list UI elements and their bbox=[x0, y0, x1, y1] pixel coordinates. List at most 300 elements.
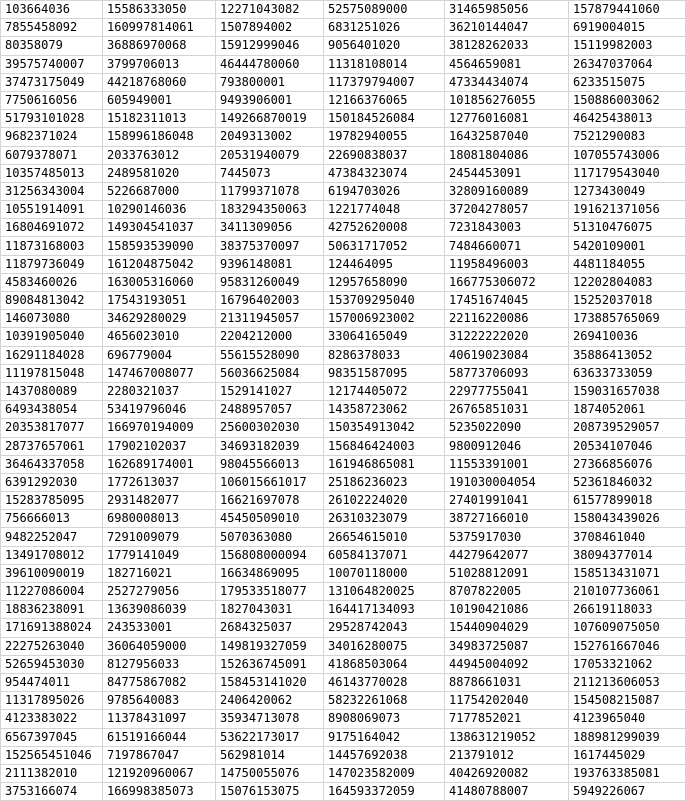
table-cell[interactable]: 5235022090 bbox=[445, 419, 569, 437]
table-cell[interactable]: 9482252047 bbox=[1, 528, 103, 546]
table-cell[interactable]: 20534107046 bbox=[569, 437, 685, 455]
table-cell[interactable]: 13491708012 bbox=[1, 546, 103, 564]
table-cell[interactable]: 166775306072 bbox=[445, 273, 569, 291]
table-row bbox=[1, 473, 685, 491]
table-cell[interactable]: 47334434074 bbox=[445, 73, 569, 91]
table-cell[interactable]: 14358723062 bbox=[324, 401, 445, 419]
table-cell[interactable]: 2454453091 bbox=[445, 164, 569, 182]
table-cell[interactable]: 18081804086 bbox=[445, 146, 569, 164]
table-cell[interactable]: 146073080 bbox=[1, 310, 103, 328]
table-cell[interactable]: 193763385081 bbox=[569, 764, 685, 782]
table-cell[interactable]: 161204875042 bbox=[103, 255, 216, 273]
table-cell[interactable]: 60584137071 bbox=[324, 546, 445, 564]
table-cell[interactable]: 6980008013 bbox=[103, 510, 216, 528]
table-cell[interactable]: 158593539090 bbox=[103, 237, 216, 255]
table-cell[interactable]: 152761667046 bbox=[569, 637, 685, 655]
table-cell[interactable]: 6079378071 bbox=[1, 146, 103, 164]
table-cell[interactable]: 103664036 bbox=[1, 1, 103, 19]
table-cell[interactable]: 6567397045 bbox=[1, 728, 103, 746]
table-cell[interactable]: 17451674045 bbox=[445, 292, 569, 310]
table-cell[interactable]: 2527279056 bbox=[103, 583, 216, 601]
table-row bbox=[1, 128, 685, 146]
table-cell[interactable]: 161946865081 bbox=[324, 455, 445, 473]
table-cell[interactable]: 6194703026 bbox=[324, 182, 445, 200]
table-cell[interactable]: 10391905040 bbox=[1, 328, 103, 346]
table-cell[interactable]: 208739529057 bbox=[569, 419, 685, 437]
table-cell[interactable]: 154508215087 bbox=[569, 692, 685, 710]
table-cell[interactable]: 210107736061 bbox=[569, 583, 685, 601]
table-cell[interactable]: 2406420062 bbox=[216, 692, 324, 710]
table-cell[interactable]: 10070118000 bbox=[324, 564, 445, 582]
table-cell[interactable]: 8878661031 bbox=[445, 673, 569, 691]
table-cell[interactable]: 4123383022 bbox=[1, 710, 103, 728]
table-row bbox=[1, 346, 685, 364]
table-cell[interactable]: 954474011 bbox=[1, 673, 103, 691]
table-cell[interactable]: 14457692038 bbox=[324, 746, 445, 764]
table-cell[interactable]: 38375370097 bbox=[216, 237, 324, 255]
table-cell[interactable]: 13639086039 bbox=[103, 601, 216, 619]
table-cell[interactable]: 213791012 bbox=[445, 746, 569, 764]
table-cell[interactable]: 2488957057 bbox=[216, 401, 324, 419]
table-cell[interactable]: 5949226067 bbox=[569, 783, 685, 801]
table-row bbox=[1, 364, 685, 382]
table-cell[interactable]: 7484660071 bbox=[445, 237, 569, 255]
table-cell[interactable]: 37473175049 bbox=[1, 73, 103, 91]
table-row bbox=[1, 710, 685, 728]
table-cell[interactable]: 39610090019 bbox=[1, 564, 103, 582]
table-cell[interactable]: 45450509010 bbox=[216, 510, 324, 528]
table-cell[interactable]: 9175164042 bbox=[324, 728, 445, 746]
table-cell[interactable]: 19782940055 bbox=[324, 128, 445, 146]
table-row bbox=[1, 492, 685, 510]
table-cell[interactable]: 15252037018 bbox=[569, 292, 685, 310]
table-cell[interactable]: 4481184055 bbox=[569, 255, 685, 273]
table-cell[interactable]: 36464337058 bbox=[1, 455, 103, 473]
table-cell[interactable]: 9800912046 bbox=[445, 437, 569, 455]
table-cell[interactable]: 158453141020 bbox=[216, 673, 324, 691]
table-cell[interactable]: 95831260049 bbox=[216, 273, 324, 291]
table-row bbox=[1, 182, 685, 200]
table-cell[interactable]: 5375917030 bbox=[445, 528, 569, 546]
table-cell[interactable]: 98045566013 bbox=[216, 455, 324, 473]
table-cell[interactable]: 2280321037 bbox=[103, 382, 216, 400]
table-cell[interactable]: 15182311013 bbox=[103, 110, 216, 128]
table-cell[interactable]: 51310476075 bbox=[569, 219, 685, 237]
table-cell[interactable]: 1772613037 bbox=[103, 473, 216, 491]
table-cell[interactable]: 9682371024 bbox=[1, 128, 103, 146]
table-cell[interactable]: 53419796046 bbox=[103, 401, 216, 419]
table-cell[interactable]: 121920960067 bbox=[103, 764, 216, 782]
table-cell[interactable]: 2931482077 bbox=[103, 492, 216, 510]
table-cell[interactable]: 44279642077 bbox=[445, 546, 569, 564]
table-cell[interactable]: 53622173017 bbox=[216, 728, 324, 746]
table-row bbox=[1, 237, 685, 255]
table-cell[interactable]: 7855458092 bbox=[1, 19, 103, 37]
table-cell[interactable]: 117379794007 bbox=[324, 73, 445, 91]
table-cell[interactable]: 756666013 bbox=[1, 510, 103, 528]
table-cell[interactable]: 16621697078 bbox=[216, 492, 324, 510]
table-cell[interactable]: 52575089000 bbox=[324, 1, 445, 19]
table-cell[interactable]: 107609075050 bbox=[569, 619, 685, 637]
table-cell[interactable]: 17543193051 bbox=[103, 292, 216, 310]
table-cell[interactable]: 7197867047 bbox=[103, 746, 216, 764]
table-cell[interactable]: 22977755041 bbox=[445, 382, 569, 400]
table-cell[interactable]: 20531940079 bbox=[216, 146, 324, 164]
table-row bbox=[1, 564, 685, 582]
table-cell[interactable]: 793800001 bbox=[216, 73, 324, 91]
table-cell[interactable]: 5420109001 bbox=[569, 237, 685, 255]
table-cell[interactable]: 117179543040 bbox=[569, 164, 685, 182]
table-cell[interactable]: 12174405072 bbox=[324, 382, 445, 400]
table-cell[interactable]: 166998385073 bbox=[103, 783, 216, 801]
table-cell[interactable]: 56036625084 bbox=[216, 364, 324, 382]
table-cell[interactable]: 38094377014 bbox=[569, 546, 685, 564]
table-cell[interactable]: 3799706013 bbox=[103, 55, 216, 73]
table-cell[interactable]: 32809160089 bbox=[445, 182, 569, 200]
table-row bbox=[1, 110, 685, 128]
table-cell[interactable]: 28737657061 bbox=[1, 437, 103, 455]
table-cell[interactable]: 12957658090 bbox=[324, 273, 445, 291]
table-cell[interactable]: 11227086004 bbox=[1, 583, 103, 601]
table-cell[interactable]: 2111382010 bbox=[1, 764, 103, 782]
table-cell[interactable]: 26347037064 bbox=[569, 55, 685, 73]
table-cell[interactable]: 38727166010 bbox=[445, 510, 569, 528]
table-cell[interactable]: 31256343004 bbox=[1, 182, 103, 200]
table-cell[interactable]: 35934713078 bbox=[216, 710, 324, 728]
table-cell[interactable]: 17902102037 bbox=[103, 437, 216, 455]
table-cell[interactable]: 34693182039 bbox=[216, 437, 324, 455]
table-cell[interactable]: 52361846032 bbox=[569, 473, 685, 491]
table-cell[interactable]: 34629280029 bbox=[103, 310, 216, 328]
table-row bbox=[1, 310, 685, 328]
table-cell[interactable]: 5070363080 bbox=[216, 528, 324, 546]
table-cell[interactable]: 2204212000 bbox=[216, 328, 324, 346]
table-cell[interactable]: 7177852021 bbox=[445, 710, 569, 728]
table-cell[interactable]: 15586333050 bbox=[103, 1, 216, 19]
table-cell[interactable]: 9396148081 bbox=[216, 255, 324, 273]
table-cell[interactable]: 41480788007 bbox=[445, 783, 569, 801]
table-cell[interactable]: 26654615010 bbox=[324, 528, 445, 546]
table-cell[interactable]: 1273430049 bbox=[569, 182, 685, 200]
table-cell[interactable]: 1874052061 bbox=[569, 401, 685, 419]
table-cell[interactable]: 61577899018 bbox=[569, 492, 685, 510]
table-cell[interactable]: 15119982003 bbox=[569, 37, 685, 55]
table-cell[interactable]: 12202804083 bbox=[569, 273, 685, 291]
table-cell[interactable]: 11879736049 bbox=[1, 255, 103, 273]
table-cell[interactable]: 35886413052 bbox=[569, 346, 685, 364]
table-cell[interactable]: 188981299039 bbox=[569, 728, 685, 746]
table-cell[interactable]: 40426920082 bbox=[445, 764, 569, 782]
table-cell[interactable]: 37204278057 bbox=[445, 201, 569, 219]
table-cell[interactable]: 153709295040 bbox=[324, 292, 445, 310]
table-cell[interactable]: 183294350063 bbox=[216, 201, 324, 219]
table-cell[interactable]: 101856276055 bbox=[445, 91, 569, 109]
table-cell[interactable]: 20353817077 bbox=[1, 419, 103, 437]
table-cell[interactable]: 58232261068 bbox=[324, 692, 445, 710]
table-cell[interactable]: 44945004092 bbox=[445, 655, 569, 673]
table-cell[interactable]: 16432587040 bbox=[445, 128, 569, 146]
table-cell[interactable]: 156808000094 bbox=[216, 546, 324, 564]
table-cell[interactable]: 7291009079 bbox=[103, 528, 216, 546]
table-cell[interactable]: 152636745091 bbox=[216, 655, 324, 673]
table-cell[interactable]: 11754202040 bbox=[445, 692, 569, 710]
table-cell[interactable]: 171691388024 bbox=[1, 619, 103, 637]
table-cell[interactable]: 42752620008 bbox=[324, 219, 445, 237]
table-row bbox=[1, 601, 685, 619]
table-cell[interactable]: 11553391001 bbox=[445, 455, 569, 473]
table-cell[interactable]: 6391292030 bbox=[1, 473, 103, 491]
table-cell[interactable]: 1221774048 bbox=[324, 201, 445, 219]
table-cell[interactable]: 36064059000 bbox=[103, 637, 216, 655]
table-cell[interactable]: 107055743006 bbox=[569, 146, 685, 164]
table-cell[interactable]: 9493906001 bbox=[216, 91, 324, 109]
table-cell[interactable]: 11873168003 bbox=[1, 237, 103, 255]
table-row bbox=[1, 673, 685, 691]
table-cell[interactable]: 1827043031 bbox=[216, 601, 324, 619]
table-cell[interactable]: 149819327059 bbox=[216, 637, 324, 655]
table-cell[interactable]: 6919004015 bbox=[569, 19, 685, 37]
table-cell[interactable]: 61519166044 bbox=[103, 728, 216, 746]
table-cell[interactable]: 158996186048 bbox=[103, 128, 216, 146]
table-cell[interactable]: 10357485013 bbox=[1, 164, 103, 182]
table-cell[interactable]: 11317895026 bbox=[1, 692, 103, 710]
table-cell[interactable]: 46425438013 bbox=[569, 110, 685, 128]
table-cell[interactable]: 2033763012 bbox=[103, 146, 216, 164]
table-cell[interactable]: 158513431071 bbox=[569, 564, 685, 582]
table-cell[interactable]: 158043439026 bbox=[569, 510, 685, 528]
table-cell[interactable]: 166970194009 bbox=[103, 419, 216, 437]
table-cell[interactable]: 22275263040 bbox=[1, 637, 103, 655]
table-cell[interactable]: 17053321062 bbox=[569, 655, 685, 673]
table-cell[interactable]: 8286378033 bbox=[324, 346, 445, 364]
table-cell[interactable]: 41868503064 bbox=[324, 655, 445, 673]
table-cell[interactable]: 11318108014 bbox=[324, 55, 445, 73]
table-cell[interactable]: 8707822005 bbox=[445, 583, 569, 601]
table-cell[interactable]: 1779141049 bbox=[103, 546, 216, 564]
table-cell[interactable]: 89084813042 bbox=[1, 292, 103, 310]
table-cell[interactable]: 3411309056 bbox=[216, 219, 324, 237]
table-cell[interactable]: 25600302030 bbox=[216, 419, 324, 437]
table-cell[interactable]: 191621371056 bbox=[569, 201, 685, 219]
table-cell[interactable]: 6493438054 bbox=[1, 401, 103, 419]
table-cell[interactable]: 1507894002 bbox=[216, 19, 324, 37]
table-cell[interactable]: 27401991041 bbox=[445, 492, 569, 510]
table-cell[interactable]: 163005316060 bbox=[103, 273, 216, 291]
table-cell[interactable]: 58773706093 bbox=[445, 364, 569, 382]
table-cell[interactable]: 11799371078 bbox=[216, 182, 324, 200]
table-cell[interactable]: 6233515075 bbox=[569, 73, 685, 91]
table-cell[interactable]: 179533518077 bbox=[216, 583, 324, 601]
table-cell[interactable]: 31465985056 bbox=[445, 1, 569, 19]
table-cell[interactable]: 31222222020 bbox=[445, 328, 569, 346]
table-row bbox=[1, 746, 685, 764]
table-cell[interactable]: 605949001 bbox=[103, 91, 216, 109]
table-cell[interactable]: 159031657038 bbox=[569, 382, 685, 400]
table-cell[interactable]: 124464095 bbox=[324, 255, 445, 273]
table-cell[interactable]: 84775867082 bbox=[103, 673, 216, 691]
table-cell[interactable]: 15076153075 bbox=[216, 783, 324, 801]
table-cell[interactable]: 16291184028 bbox=[1, 346, 103, 364]
table-cell[interactable]: 162689174001 bbox=[103, 455, 216, 473]
table-row bbox=[1, 37, 685, 55]
table-cell[interactable]: 7231843003 bbox=[445, 219, 569, 237]
table-cell[interactable]: 8908069073 bbox=[324, 710, 445, 728]
table-cell[interactable]: 55615528090 bbox=[216, 346, 324, 364]
table-cell[interactable]: 18836238091 bbox=[1, 601, 103, 619]
table-cell[interactable]: 2489581020 bbox=[103, 164, 216, 182]
table-cell[interactable]: 150184526084 bbox=[324, 110, 445, 128]
table-row bbox=[1, 19, 685, 37]
table-row bbox=[1, 328, 685, 346]
table-cell[interactable]: 47384323074 bbox=[324, 164, 445, 182]
table-cell[interactable]: 152565451046 bbox=[1, 746, 103, 764]
table-cell[interactable]: 11197815048 bbox=[1, 364, 103, 382]
table-row bbox=[1, 164, 685, 182]
table-cell[interactable]: 26765851031 bbox=[445, 401, 569, 419]
table-row bbox=[1, 728, 685, 746]
table-cell[interactable]: 164417134093 bbox=[324, 601, 445, 619]
table-cell[interactable]: 269410036 bbox=[569, 328, 685, 346]
table-cell[interactable]: 63633733059 bbox=[569, 364, 685, 382]
table-row bbox=[1, 55, 685, 73]
table-cell[interactable]: 33064165049 bbox=[324, 328, 445, 346]
table-cell[interactable]: 164593372059 bbox=[324, 783, 445, 801]
table-cell[interactable]: 80358079 bbox=[1, 37, 103, 55]
table-row bbox=[1, 273, 685, 291]
table-cell[interactable]: 34016280075 bbox=[324, 637, 445, 655]
table-cell[interactable]: 157879441060 bbox=[569, 1, 685, 19]
table-cell[interactable]: 26102224020 bbox=[324, 492, 445, 510]
table-cell[interactable]: 15283785095 bbox=[1, 492, 103, 510]
table-cell[interactable]: 10290146036 bbox=[103, 201, 216, 219]
table-cell[interactable]: 26310323079 bbox=[324, 510, 445, 528]
table-cell[interactable]: 9785640083 bbox=[103, 692, 216, 710]
table-cell[interactable]: 11958496003 bbox=[445, 255, 569, 273]
table-cell[interactable]: 11378431097 bbox=[103, 710, 216, 728]
table-cell[interactable]: 12271043082 bbox=[216, 1, 324, 19]
table-cell[interactable]: 149266870019 bbox=[216, 110, 324, 128]
table-cell[interactable]: 156846424003 bbox=[324, 437, 445, 455]
table-row bbox=[1, 419, 685, 437]
table-cell[interactable]: 149304541037 bbox=[103, 219, 216, 237]
table-cell[interactable]: 98351587095 bbox=[324, 364, 445, 382]
table-cell[interactable]: 157006923002 bbox=[324, 310, 445, 328]
table-row bbox=[1, 437, 685, 455]
table-cell[interactable]: 150886003062 bbox=[569, 91, 685, 109]
table-row bbox=[1, 146, 685, 164]
table-row bbox=[1, 91, 685, 109]
table-cell[interactable]: 22690838037 bbox=[324, 146, 445, 164]
table-cell[interactable]: 16796402003 bbox=[216, 292, 324, 310]
table-cell[interactable]: 147023582009 bbox=[324, 764, 445, 782]
table-cell[interactable]: 3708461040 bbox=[569, 528, 685, 546]
table-cell[interactable]: 15440904029 bbox=[445, 619, 569, 637]
table-cell[interactable]: 3753166074 bbox=[1, 783, 103, 801]
table-cell[interactable]: 138631219052 bbox=[445, 728, 569, 746]
table-cell[interactable]: 46143770028 bbox=[324, 673, 445, 691]
table-cell[interactable]: 39575740007 bbox=[1, 55, 103, 73]
table-row bbox=[1, 692, 685, 710]
table-cell[interactable]: 10190421086 bbox=[445, 601, 569, 619]
table-row bbox=[1, 401, 685, 419]
table-cell[interactable]: 1437080089 bbox=[1, 382, 103, 400]
table-cell[interactable]: 52659453030 bbox=[1, 655, 103, 673]
table-cell[interactable]: 160997814061 bbox=[103, 19, 216, 37]
table-cell[interactable]: 21311945057 bbox=[216, 310, 324, 328]
table-cell[interactable]: 27366856076 bbox=[569, 455, 685, 473]
table-cell[interactable]: 1617445029 bbox=[569, 746, 685, 764]
table-cell[interactable]: 4123965040 bbox=[569, 710, 685, 728]
table-row bbox=[1, 546, 685, 564]
table-cell[interactable]: 15912999046 bbox=[216, 37, 324, 55]
table-cell[interactable]: 182716021 bbox=[103, 564, 216, 582]
table-cell[interactable]: 191030004054 bbox=[445, 473, 569, 491]
table-cell[interactable]: 14750055076 bbox=[216, 764, 324, 782]
table-row bbox=[1, 528, 685, 546]
table-cell[interactable]: 16634869095 bbox=[216, 564, 324, 582]
table-row bbox=[1, 455, 685, 473]
table-cell[interactable]: 51793101028 bbox=[1, 110, 103, 128]
table-cell[interactable]: 8127956033 bbox=[103, 655, 216, 673]
table-cell[interactable]: 7445073 bbox=[216, 164, 324, 182]
table-cell[interactable]: 6831251026 bbox=[324, 19, 445, 37]
table-cell[interactable]: 7521290083 bbox=[569, 128, 685, 146]
table-row bbox=[1, 655, 685, 673]
table-cell[interactable]: 25186236023 bbox=[324, 473, 445, 491]
table-cell[interactable]: 4656023010 bbox=[103, 328, 216, 346]
table-row bbox=[1, 73, 685, 91]
table-row bbox=[1, 219, 685, 237]
table-cell[interactable]: 46444780060 bbox=[216, 55, 324, 73]
table-cell[interactable]: 5226687000 bbox=[103, 182, 216, 200]
table-cell[interactable]: 243533001 bbox=[103, 619, 216, 637]
table-cell[interactable]: 10551914091 bbox=[1, 201, 103, 219]
table-row bbox=[1, 764, 685, 782]
table-cell[interactable]: 34983725087 bbox=[445, 637, 569, 655]
table-cell[interactable]: 150354913042 bbox=[324, 419, 445, 437]
table-cell[interactable]: 50631717052 bbox=[324, 237, 445, 255]
table-cell[interactable]: 51028812091 bbox=[445, 564, 569, 582]
table-cell[interactable]: 173885765069 bbox=[569, 310, 685, 328]
table-cell[interactable]: 36210144047 bbox=[445, 19, 569, 37]
table-cell[interactable]: 696779004 bbox=[103, 346, 216, 364]
table-cell[interactable]: 562981014 bbox=[216, 746, 324, 764]
table-cell[interactable]: 16804691072 bbox=[1, 219, 103, 237]
table-cell[interactable]: 211213606053 bbox=[569, 673, 685, 691]
table-cell[interactable]: 40619023084 bbox=[445, 346, 569, 364]
table-cell[interactable]: 1529141027 bbox=[216, 382, 324, 400]
table-cell[interactable]: 4564659081 bbox=[445, 55, 569, 73]
table-row bbox=[1, 637, 685, 655]
table-cell[interactable]: 2049313002 bbox=[216, 128, 324, 146]
table-cell[interactable]: 38128262033 bbox=[445, 37, 569, 55]
table-cell[interactable]: 12776016081 bbox=[445, 110, 569, 128]
table-cell[interactable]: 26619118033 bbox=[569, 601, 685, 619]
table-cell[interactable]: 7750616056 bbox=[1, 91, 103, 109]
spreadsheet-body bbox=[1, 1, 685, 801]
table-cell[interactable]: 36886970068 bbox=[103, 37, 216, 55]
table-cell[interactable]: 44218768060 bbox=[103, 73, 216, 91]
table-cell[interactable]: 4583460026 bbox=[1, 273, 103, 291]
table-cell[interactable]: 29528742043 bbox=[324, 619, 445, 637]
table-cell[interactable]: 106015661017 bbox=[216, 473, 324, 491]
table-cell[interactable]: 147467008077 bbox=[103, 364, 216, 382]
table-cell[interactable]: 12166376065 bbox=[324, 91, 445, 109]
table-cell[interactable]: 22116220086 bbox=[445, 310, 569, 328]
table-cell[interactable]: 2684325037 bbox=[216, 619, 324, 637]
table-cell[interactable]: 131064820025 bbox=[324, 583, 445, 601]
table-cell[interactable]: 9056401020 bbox=[324, 37, 445, 55]
